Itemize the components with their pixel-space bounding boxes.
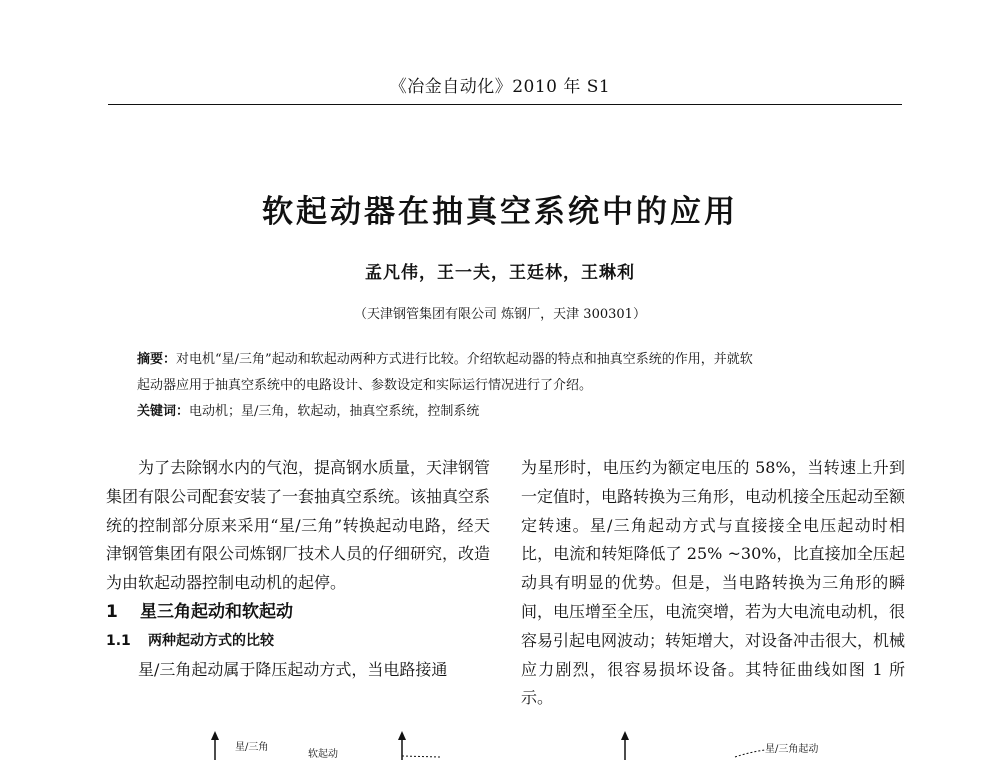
authors: 孟凡伟，王一夫，王廷林，王琳利 [365, 263, 635, 283]
section-1-number: 1 [106, 601, 118, 622]
keywords-line [137, 400, 479, 419]
figure-right-axis-arrow [621, 731, 629, 740]
section-1-title: 星三角起动和软起动 [140, 601, 293, 622]
paper-title: 软起动器在抽真空系统中的应用 [262, 194, 738, 230]
figure-mid-axis-arrow [398, 731, 406, 740]
keywords-text: 电动机；星/三角，软起动，抽真空系统，控制系统 [189, 404, 480, 419]
section-1-1-heading [106, 627, 490, 656]
abstract-label: 摘要： [137, 352, 177, 367]
section-1-1-number: 1.1 [106, 632, 131, 649]
figure-left-axis-arrow [211, 731, 219, 740]
intro-paragraph: 为了去除钢水内的气泡，提高钢水质量，天津钢管集团有限公司配套安装了一套抽真空系统。该抽真空系统的控制部分原来采用“星/三角”转换起动电路，经天津钢管集团有限公司炼钢厂技术人员的仔细研究，改造为由软起动器控制电动机的起停。 [106, 458, 491, 593]
header-rule [108, 104, 902, 105]
abstract-line-1 [137, 348, 753, 367]
journal-header: 《冶金自动化》2010 年 S1 [389, 77, 611, 97]
figure-label-soft-start-left: 软起动 [308, 749, 338, 760]
figure-label-star-delta-left: 星/三角 [235, 742, 269, 753]
body-column-right [521, 454, 905, 713]
figure-right-curve [735, 750, 765, 757]
star-delta-paragraph-continued: 为星形时，电压约为额定电压的 58%，当转速上升到一定值时，电路转换为三角形，电动机接全压起动至额定转速。星/三角起动方式与直接接全电压起动时相比，电流和转矩降低了 25% ~30%，比直接加全压起动具有明显的优势。但是，当电路转换为三角形的瞬间，电压增至全压，电流突增，若为大电流电动机，很容易引起电网波动；转矩增大，对设备冲击很大，机械应力剧烈，很容易损坏设备。其特征曲线如图 1 所示。 [521, 458, 906, 708]
keywords-label: 关键词： [137, 404, 190, 419]
affiliation: （天津钢管集团有限公司 炼钢厂，天津 300301） [354, 307, 646, 322]
body-column-left [106, 454, 490, 684]
figure-1-partial [0, 730, 1000, 760]
section-1-1-title: 两种起动方式的比较 [148, 632, 274, 649]
figure-label-star-delta-right: 星/三角起动 [765, 744, 819, 755]
star-delta-paragraph-start: 星/三角起动属于降压起动方式，当电路接通 [138, 659, 448, 679]
figure-mid-curve [402, 756, 440, 757]
abstract-line-2: 起动器应用于抽真空系统中的电路设计、参数设定和实际运行情况进行了介绍。 [137, 378, 593, 393]
abstract-text-1: 对电机“星/三角”起动和软起动两种方式进行比较。介绍软起动器的特点和抽真空系统的作用，并就软 [176, 352, 753, 367]
section-1-heading [106, 598, 490, 627]
